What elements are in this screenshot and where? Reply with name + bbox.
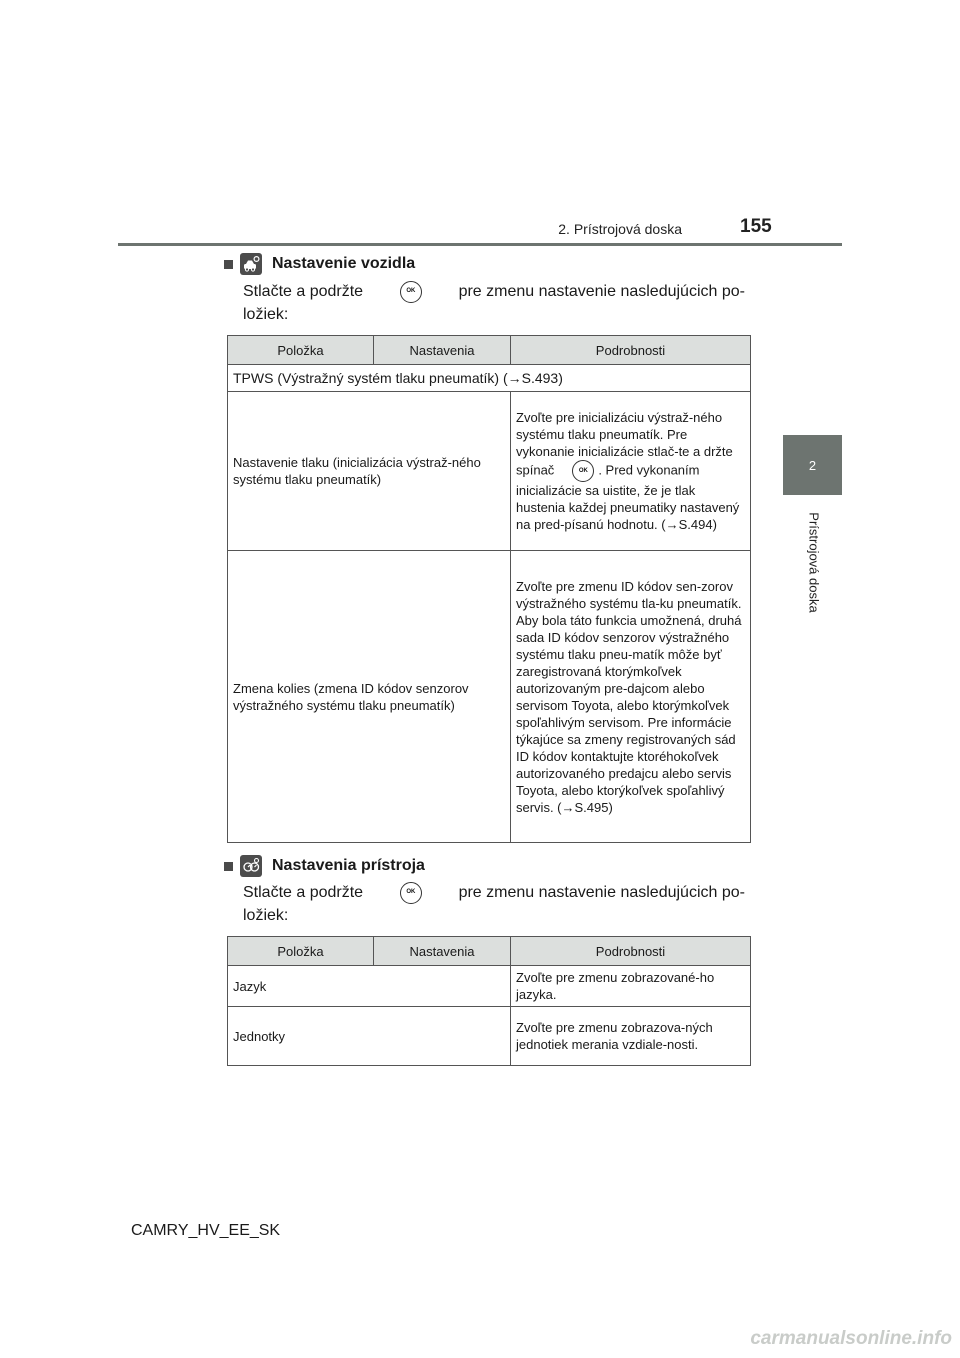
- meter-settings-table: [227, 936, 751, 1066]
- details-cell: Zvoľte pre zmenu zobrazované-ho jazyka.: [511, 966, 751, 1007]
- table-row: [228, 966, 751, 1007]
- vehicle-settings-table: [227, 335, 751, 843]
- table-span-cell: TPWS (Výstražný systém tlaku pneumatík) (→S.493): [228, 365, 751, 392]
- document-code: CAMRY_HV_EE_SK: [131, 1222, 281, 1239]
- bullet-square: [224, 260, 233, 269]
- column-header: Podrobnosti: [511, 937, 751, 966]
- chapter-number: 2: [808, 457, 817, 473]
- section-heading-text: Nastavenie vozidla: [272, 255, 416, 272]
- ok-button-icon: OK: [572, 460, 594, 482]
- ok-button-icon: OK: [400, 882, 422, 904]
- column-header: Položka: [228, 937, 374, 966]
- car-settings-icon: [240, 253, 262, 275]
- item-cell: Jednotky: [228, 1007, 511, 1066]
- header-divider: [118, 243, 842, 246]
- column-header: Nastavenia: [374, 937, 511, 966]
- section-intro: Stlačte a podržte OK pre zmenu nastavenie nasledujúcich po- ložiek:: [243, 280, 745, 326]
- page-number: 155: [740, 216, 772, 237]
- table-row: [228, 551, 751, 843]
- column-header: Nastavenia: [374, 336, 511, 365]
- chapter-tab: [783, 435, 842, 495]
- table-row: [228, 392, 751, 551]
- chapter-label: Prístrojová doska: [806, 511, 822, 613]
- table-header-row: [228, 336, 751, 365]
- details-cell: Zvoľte pre zmenu ID kódov sen-zorov výstražného systému tla-ku pneumatík. Aby bola táto funkcia umožnená, druhá sada ID kódov senzorov výstražného systému tlaku pneu-matík môže byť zaregistrovaná ktorýmkoľvek autorizovaným pre-dajcom alebo servisom Toyota, alebo ktorýmkoľvek spoľahlivým servisom. Pre informácie týkajúce sa zmeny registrovaných sád ID kódov kontaktujte ktoréhokoľvek autorizovaného predajcu alebo servis Toyota, alebo ktorýkoľvek spoľahlivý servis. (→S.495): [511, 551, 751, 843]
- section-intro: Stlačte a podržte OK pre zmenu nastavenie nasledujúcich po- ložiek:: [243, 881, 745, 927]
- column-header: Položka: [228, 336, 374, 365]
- item-cell: Jazyk: [228, 966, 511, 1007]
- gauge-settings-icon: [240, 855, 262, 877]
- details-cell: Zvoľte pre inicializáciu výstraž-ného systému tlaku pneumatík. Pre vykonanie inicializácie stlač-te a držte spínač OK . Pred vykonaním inicializácie sa uistite, že je tlak hustenia každej pneumatiky nastavený na pred-písanú hodnotu. (→S.494): [511, 392, 751, 551]
- section-heading-meter-settings: [224, 856, 425, 876]
- item-cell: Nastavenie tlaku (inicializácia výstraž-ného systému tlaku pneumatík): [228, 392, 511, 551]
- table-header-row: [228, 937, 751, 966]
- item-cell: Zmena kolies (zmena ID kódov senzorov výstražného systému tlaku pneumatík): [228, 551, 511, 843]
- column-header: Podrobnosti: [511, 336, 751, 365]
- bullet-square: [224, 862, 233, 871]
- table-row: [228, 1007, 751, 1066]
- ok-button-icon: OK: [400, 281, 422, 303]
- table-row: [228, 365, 751, 392]
- section-heading-vehicle-settings: [224, 254, 415, 274]
- section-title: 2. Prístrojová doska: [558, 221, 682, 237]
- section-heading-text: Nastavenia prístroja: [272, 857, 425, 874]
- details-cell: Zvoľte pre zmenu zobrazova-ných jednotiek merania vzdiale-nosti.: [511, 1007, 751, 1066]
- watermark: carmanualsonline.info: [750, 1328, 952, 1349]
